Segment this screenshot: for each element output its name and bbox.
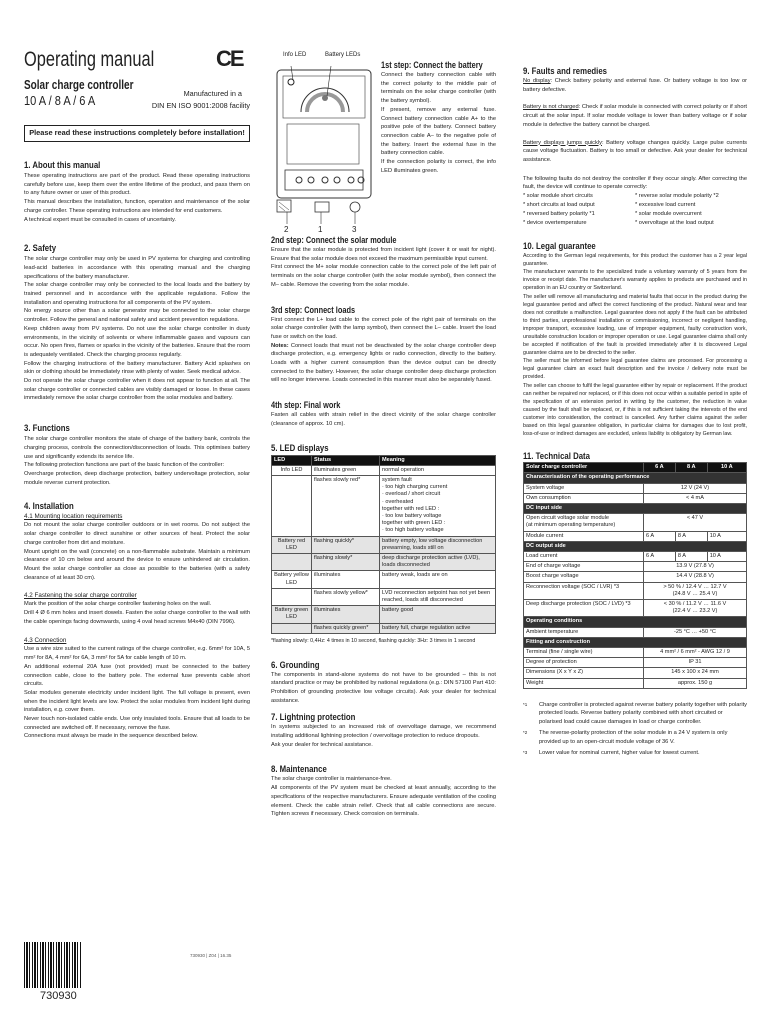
fig-num-2: 2 [284,225,289,234]
tech-row [524,572,747,582]
tech-cell: Dimensions (X x Y x Z) [524,668,644,678]
s1-title: 1. About this manual [24,160,101,171]
led-cell-status: illuminates [312,571,380,588]
tech-row [524,473,747,483]
ce-mark: CE [216,46,243,71]
fault2-text: : Check if solar module is connected with correct polarity or if short circuit at the solar input. If solar module voltage is lower than battery voltage or if solar module is defective the battery cannot be charged. [523,104,748,128]
tech-row [524,463,747,473]
tech-row [524,582,747,599]
manual-title: Operating manual [24,48,155,71]
tech-row [524,658,747,668]
led-cell-led: Battery green LED [272,606,312,623]
s4-text1: Do not mount the solar charge controller outdoors or in wet rooms. Do not subject the solar charge controller to direct sunshine or other sources of heat. Protect the solar charge controller from dirt and moisture. Mount upright on the wall (concrete) on a non-flammable substrate. Maintain a minimum clearance of 10 cm below and around the device to ensure unhindered air circulation. Mount the solar charge controller as close as possible to the batteries (with a safety clearance of at least 30 cm). [24,522,250,581]
led-cell-led: Battery yellow LED [272,571,312,588]
led-cell-meaning: battery full, charge regulation active [380,623,496,633]
s10-text: According to the German legal requirements, for this product the customer has a 2 year legal guarantee. The manufacturer warrants to the specialized trade a voluntary warranty of 5 years from the invoice or receipt date. The manufacturer's warranty applies to products are purchased and in operation in an EU country or Switzerland. The seller will remove all manufacturing and material faults that occur in the product during the legal guarantee period and affect the correct functioning of the product. Natural wear and tear does not constitute a malfunction. Legal guarantee does not apply if the fault can be attributed to third parties, unprofessional installation or commissioning, incorrect or negligent handling, improper transport, excessive loading, use of improper equipment, faulty construction work, unsuitable construction location or improper operation or use. Legal guarantee claims shall only be accepted if notification of the fault is provided immediately after it is discovered Legal guarantee claims are to be directed to the seller. The seller must be informed before legal guarantee claims are processed. For processing a legal guarantee claim an exact fault description and the invoice / delivery note must be provided. The seller can choose to fulfil the legal guarantee either by repair or replacement. If the product can neither be repaired nor replaced, or if this does not occur within a suitable period in spite of the specification of an extension period in writing by the customer, the reduction in value caused by the fault shall be replaced, or, if this is not sufficient taking the interests of the end customer into consideration, the contract is cancelled. Any further claims against the seller based on this legal guarantee obligation, in particular claims for damages due to lost profit, loss-of-use or indirect damages are excluded, unless liability is obligatory by German law. [523,253,747,438]
s4-sub2: 4.2 Fastening the solar charge controller [24,592,137,600]
led-cell-led [272,475,312,536]
s11-title: 11. Technical Data [523,451,590,463]
tech-row [524,627,747,637]
led-cell-meaning: LVD reconnection setpoint has not yet been reached, loads still disconnected [380,588,496,605]
meaning-col-header: Meaning [380,455,496,465]
s8-title: 8. Maintenance [271,764,327,776]
barcode [24,942,82,988]
led-cell-led: Info LED [272,465,312,475]
fault-item: * excessive load current [635,202,696,209]
tech-row [524,668,747,678]
controller-drawing [271,52,379,237]
step4-title: 4th step: Final work [271,400,341,411]
s9-title: 9. Faults and remedies [523,66,607,77]
s3-title: 3. Functions [24,423,70,435]
fault-item: * solar module short circuits [523,193,593,200]
led-cell-meaning: battery good [380,606,496,623]
fault-intro: The following faults do not destroy the controller if they occur singly. After correcting the fault, the device will continue to operate correctly: [523,175,747,191]
tech-cell: < 4 mA [644,493,747,503]
fault-item: * overvoltage at the load output [635,220,714,227]
tech-cell: 10 A [707,531,746,541]
s3-text: The solar charge controller monitors the state of charge of the battery bank, controls the charging process, controls the connection/disconnection of loads. This optimises battery use and significantly extends its service life. The following protection functions are part of the basic function of the controller: Overcharge protection, deep discharge protection, battery undervoltage protection, solar module reverse current protection. [24,436,250,486]
fault-item: * reverse solar module polarity *2 [635,193,719,200]
led-row [272,475,496,536]
tech-cell: Deep discharge protection (SOC / LVD) *3 [524,600,644,617]
led-row [272,606,496,623]
s4-sub1: 4.1 Mounting location requirements [24,513,123,521]
led-cell-status: flashes slowly yellow* [312,588,380,605]
s4-text2: Mark the position of the solar charge controller fastening holes on the wall. Drill 4 Ø 6 mm holes and insert dowels. Fasten the solar charge controller to the wall with the cable openings facing downwards, using 4 oval head screws M4x40 (DIN 7996). [24,601,250,625]
s7-title: 7. Lightning protection [271,712,356,724]
tech-cell: DC output side [524,541,747,551]
s6-text: The components in stand-alone systems do not have to be grounded – this is not standard practice or may be prohibited by national regulations (e.g.: DIN 57100 Part 410: Prohibition of grounding protective low voltage circuits). Ask your dealer for technical assistance. [271,671,496,704]
step3-notes: Connect loads that must not be deactivated by the solar charge controller deep discharge protection, e.g. emergency lights or radio connection, directly to the battery. Loads with a higher current consumption than the device output can be directly connected to the battery. However, the solar charge controller deep discharge protection will no longer intervene. Loads connected in this manner must also be separately fused. [271,342,496,384]
tech-cell: 6 A [644,531,676,541]
footnote-mark: *1 [523,701,528,707]
fault-item: * reversed battery polarity *1 [523,211,595,218]
tech-cell: End of charge voltage [524,562,644,572]
tech-cell: Degree of protection [524,658,644,668]
step3-text: First connect the L+ load cable to the correct pole of the right pair of terminals on the solar charge controller (with the lamp symbol), then connect the L– cable. Insert the load fuse or switch on the load. [271,316,496,340]
led-cell-led: Battery red LED [272,536,312,553]
s5-title: 5. LED displays [271,442,329,454]
tech-cell: Module current [524,531,644,541]
fault-item: * device overtemperature [523,220,587,227]
tech-cell: 6 A [644,463,676,473]
led-cell-status: illuminates [312,606,380,623]
tech-row [524,504,747,514]
fault-item: * solar module overcurrent [635,211,702,218]
tech-cell: > 50 % / 12.4 V … 12.7 V (24.8 V … 25.4 V) [644,582,747,599]
led-cell-led [272,623,312,633]
led-row [272,536,496,553]
tech-row [524,541,747,551]
footnote-text: Charge controller is protected against reverse battery polarity together with polarity protected loads. Reverse battery polarity combined with short circuited or polarised load could cause damages in load or charge controller. [539,701,748,725]
s4-text3: Use a wire size suited to the current ratings of the charge controller, e.g. 6mm² for 10A, 5 mm² for 8A, 4 mm² for 6A, 3 mm² for 5A for cable length of 10 m. An additional external 20A fuse (not provided) must be connected to the battery connection cable, close to the battery pole. The external fuse prevents cable short circuits. Solar modules generate electricity under incident light. The full voltage is present, even when the incident light levels are low. Protect the solar modules from incident light during installation, e.g. cover them. Never touch non-isolated cable ends. Use only insulated tools. Ensure that all loads to be connected are switched off. If necessary, remove the fuse. Connections must always be made in the sequence described below. [24,646,250,740]
s8-text: The solar charge controller is maintenance-free. All components of the PV system must be checked at least annually, according to the specifications of the respective manufacturers. Ensure adequate ventilation of the cooling element. Check the cable strain relief. Check that all cable connections are secure. Tighten screws if necessary. Check corrosion on terminals. [271,776,496,818]
s10-title: 10. Legal guarantee [523,241,596,253]
s6-title: 6. Grounding [271,659,320,671]
warning-banner [24,125,250,142]
led-cell-status: illuminates green [312,465,380,475]
tech-row [524,648,747,658]
tech-row [524,493,747,503]
fault3-label: Battery displays jumps quickly [523,139,602,146]
tech-row [524,562,747,572]
s7-text: In systems subjected to an increased risk of overvoltage damage, we recommend installing additional lightning protection / overvoltage protection to reduce dropouts. Ask your dealer for technical assistance. [271,724,496,748]
tech-cell: 8 A [675,531,707,541]
tech-cell: 8 A [675,552,707,562]
fault-list [523,192,747,228]
led-cell-status: flashes quickly green* [312,623,380,633]
footnote [523,701,747,727]
tech-cell: Operating conditions [524,617,747,627]
footnote-mark: *2 [523,730,528,736]
step2-text: Ensure that the solar module is protected from incident light (cover it or wait for night). Ensure that the solar module does not exceed the maximum permissible input current. First connect the M+ solar module connection cable to the correct pole of the left pair of terminals on the solar charge controller (with the solar module symbol), then connect the M– cable. Remove the covering from the solar module. [271,247,496,288]
tech-cell: < 30 % / 11.2 V … 11.6 V (22.4 V … 23.2 V) [644,600,747,617]
tech-cell: -25 °C … +50 °C [644,627,747,637]
tech-table [523,462,747,689]
status-col-header: Status [312,455,380,465]
led-row [272,571,496,588]
led-cell-meaning: deep discharge protection active (LVD), loads disconnected [380,553,496,570]
s1-text: These operating instructions are part of the product. Read these operating instructions carefully before use, keep them over the entire lifetime of the product, and pass them on to any future owner or user of this product. This manual describes the installation, function, operation and maintenance of the solar charge controller. These operating instructions are intended for end customers. A technical expert must be consulted in cases of uncertainty. [24,173,250,223]
product-models: 10 A / 8 A / 6 A [24,93,96,108]
footnotes [523,701,747,758]
footnote-text: Lower value for nominal current, higher value for lowest current. [539,750,700,757]
battery-leds-label: Battery LEDs [325,52,361,58]
led-cell-status: flashes slowly red* [312,475,380,536]
tech-row [524,531,747,541]
warning-banner-text: Please read these instructions completely before installation! [29,128,245,137]
tech-cell: < 47 V [644,514,747,531]
fig-num-1: 1 [318,225,323,234]
fault-item: * short circuits at load output [523,202,595,209]
s4-sub3: 4.3 Connection [24,637,67,645]
led-row [272,553,496,570]
tech-row [524,637,747,647]
tech-row [524,552,747,562]
tech-cell: 14.4 V (28.8 V) [644,572,747,582]
led-col-header: LED [272,455,312,465]
tech-cell: 13.9 V (27.8 V) [644,562,747,572]
tech-cell: 6 A [644,552,676,562]
iso-label: DIN EN ISO 9001:2008 facility [151,101,250,110]
controller-figure [271,52,379,237]
fault2-label: Battery is not charged [523,104,579,111]
tech-row [524,617,747,627]
product-subtitle: Solar charge controller [24,78,134,92]
step4-text: Fasten all cables with strain relief in the direct vicinity of the solar charge controller (clearance of approx. 10 cm). [271,412,496,427]
footnote-text: The reverse-polarity protection of the solar module in a 24 V system is only provided up to an open-circuit module voltage of 36 V. [539,730,728,745]
s2-text: The solar charge controller may only be used in PV systems for charging and controlling lead-acid batteries in accordance with this operating manual and the charging specifications of the battery manufacturer. The solar charge controller may only be connected to the local loads and the battery by trained personnel and in accordance with the applicable regulations. Follow the installation and operating instructions for all components of the PV system. No energy source other than a solar generator may be connected to the solar charge controller. Follow the general and national safety and accident prevention regulations. Keep children away from PV systems. Do not use the solar charge controller in dusty environments, in the vicinity of solvents or where inflammable gases and vapours can occur. No open fires, flames or sparks in the vicinity of the batteries. Ensure that the room is adequately ventilated. Check the charging process regularly. Follow the charging instructions of the battery manufacturer. Battery Acid splashes on skin or clothing should be immediately rinse with plenty of water. Seek medical advice. Do not operate the solar charge controller when it does not appear to function at all. The solar charge controller or connected cables are visibly damaged or loose. In these cases immediately remove the solar charge controller from the solar modules and battery. [24,256,250,402]
led-cell-led [272,553,312,570]
fault1-label: No display [523,78,551,84]
tech-cell: Open circuit voltage solar module (at minimum operating temperature) [524,514,644,531]
tech-cell: Boost charge voltage [524,572,644,582]
tech-cell: 12 V (24 V) [644,483,747,493]
tech-cell: Weight [524,678,644,688]
step3-title: 3rd step: Connect loads [271,304,356,315]
led-table [271,455,496,634]
led-cell-status: flashing quickly* [312,536,380,553]
manufactured-label: Manufactured in a [183,89,242,98]
led-cell-led [272,588,312,605]
led-row [272,465,496,475]
doc-code: 730930 | Z04 | 16.35 [190,953,232,958]
tech-cell: 10 A [707,463,746,473]
step1-title: 1st step: Connect the battery [381,60,483,70]
led-row [272,588,496,605]
tech-cell: System voltage [524,483,644,493]
fig-num-3: 3 [352,225,357,234]
tech-cell: 10 A [707,552,746,562]
tech-cell: 145 x 100 x 24 mm [644,668,747,678]
led-cell-meaning: battery empty, low voltage disconnection prewarning, loads still on [380,536,496,553]
tech-cell: Load current [524,552,644,562]
tech-cell: 8 A [675,463,707,473]
tech-row [524,600,747,617]
tech-cell: Own consumption [524,493,644,503]
tech-row [524,483,747,493]
step1-text: Connect the battery connection cable with the correct polarity to the middle pair of terminals on the solar charge controller (with the battery symbol). If present, remove any external fuse. Connect battery connection cable A+ to the positive pole of the battery. Connect battery connection cable A– to the negative pole of the battery. Insert the external fuse in the battery connection cable. If the connection polarity is correct, the info LED illuminates green. [381,72,496,174]
led-cell-meaning: normal operation [380,465,496,475]
tech-cell: Characterisation of the operating performance [524,473,747,483]
tech-row [524,678,747,688]
barcode-number: 730930 [40,990,77,1002]
tech-cell: 4 mm² / 6 mm² - AWG 12 / 9 [644,648,747,658]
led-row [272,623,496,633]
fault1-text: : Check battery polarity and external fuse. Or battery voltage is too low or battery defective. [523,78,747,93]
step2-title: 2nd step: Connect the solar module [271,235,397,245]
tech-cell: Ambient temperature [524,627,644,637]
tech-cell: Terminal (fine / single wire) [524,648,644,658]
led-cell-status: flashing slowly* [312,553,380,570]
tech-cell: IP 31 [644,658,747,668]
info-led-label: Info LED [283,52,307,58]
led-footnote: *flashing slowly: 0,4Hz: 4 times in 10 second, flashing quickly: 3Hz: 3 times in 1 second [271,637,476,644]
led-cell-meaning: battery weak, loads are on [380,571,496,588]
led-cell-meaning: system fault · too high charging current · overload / short circuit · overheated together with red LED : · too low battery voltage together with green LED : · too high battery voltage [380,475,496,536]
tech-cell: approx. 150 g [644,678,747,688]
footnote [523,749,747,758]
fault3-text: : Battery voltage changes quickly. Large pulse currents cause voltage fluctuation. Battery is too small or defective. Ask your dealer for technical assistance. [523,139,747,163]
s4-title: 4. Installation [24,501,74,513]
footnote [523,729,747,746]
s2-title: 2. Safety [24,243,57,255]
tech-row [524,514,747,531]
step3-notes-label: Notes: [271,342,289,349]
tech-cell: DC input side [524,504,747,514]
tech-cell: Solar charge controller [524,463,644,473]
footnote-mark: *3 [523,750,528,756]
tech-cell: Reconnection voltage (SOC / LVR) *3 [524,582,644,599]
tech-cell: Fitting and construction [524,637,747,647]
